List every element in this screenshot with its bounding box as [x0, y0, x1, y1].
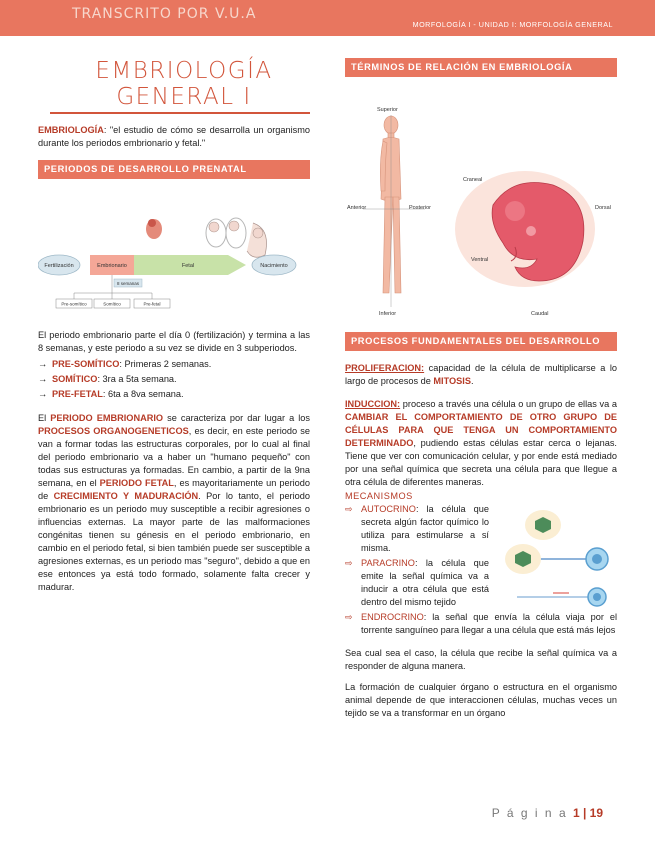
terms-svg — [345, 79, 617, 317]
prenatal-timeline-figure — [38, 183, 310, 321]
page-header — [0, 0, 655, 36]
fertilizacion-label: Fertilización — [44, 262, 74, 269]
page-title: EMBRIOLOGÍA GENERAL I — [95, 58, 273, 110]
list-item: → PRE-SOMÍTICO: Primeras 2 semanas. — [38, 358, 212, 369]
human-body-illustration — [380, 116, 401, 293]
sub-prefetal: Pre-fetal — [143, 301, 161, 306]
page-footer — [492, 806, 603, 820]
nacimiento-label: Nacimiento — [260, 262, 288, 269]
label-caudal: Caudal — [531, 311, 549, 317]
intro-text: : "el estudio de cómo se desarrolla un organismo durante los periodos embrionario y fetal." — [38, 124, 310, 148]
header-transcriber: TRANSCRITO POR V.U.A — [72, 6, 257, 22]
signaling-diagram — [493, 503, 617, 613]
relation-terms-figure — [345, 79, 617, 317]
embryo-illustration — [146, 219, 162, 239]
induccion-para: INDUCCION: proceso a través una célula o un grupo de ellas va a CAMBIAR EL COMPORTAMIENTO DE OTRO GRUPO DE CÉLULAS PARA QUE TENGA UN COMPORTAMIENTO DETERMINADO, pudiendo estas células estar cerca o lejanas. Tiene que ver con comunicación celular, y por ende está mediado por una señal química que secreta una célula para que llegue a otra célula de diferentes maneras. — [345, 399, 617, 487]
label-superior: Superior — [377, 107, 398, 113]
header-course: MORFOLOGÍA I - UNIDAD I: MORFOLOGÍA GENERAL — [412, 20, 613, 29]
intro-term: EMBRIOLOGÍA — [38, 124, 104, 135]
proliferacion-para: PROLIFERACION: capacidad de la célula de multiplicarse a lo largo de procesos de MITOSIS. — [345, 363, 617, 386]
label-ventral: Ventral — [471, 257, 489, 263]
subperiodos-list — [38, 357, 310, 402]
left-column — [38, 58, 310, 594]
periodo-description: El PERIODO EMBRIONARIO se caracteriza por dar lugar a los PROCESOS ORGANOGENETICOS, es decir, en este periodo se van a formar todas las estructuras corporales, por lo cual al final del periodo embrionario va a haber un "humano pequeño" con todas sus estructuras ya formadas. En cambio, a partir de la 9na semana, en el PERIODO FETAL, es mayoritariamente un periodo de CRECIMIENTO Y MADURACIÓN. Por lo tanto, el periodo embrionario es un periodo muy susceptible a recibir agresiones o influencias externas. La mayor parte de las malformaciones congénitas tienen su génesis en el periodo embrionario, en cambio en el periodo fetal, si bien también puede ser susceptible a agresiones externas, es un periodo mas "seguro", debido a que en ese entonces ya está todo formado, solamente falta crecer y madurar. — [38, 412, 310, 592]
timeline-svg — [38, 183, 310, 321]
label-anterior: Anterior — [347, 205, 367, 211]
sub-presomitico: Pre-somítico — [61, 301, 87, 306]
list-item: → SOMÍTICO: 3ra a 5ta semana. — [38, 373, 177, 384]
closing-para-1: Sea cual sea el caso, la célula que recibe la señal química va a responder de alguna manera. — [345, 648, 617, 671]
footer-label: P á g i n a — [491, 806, 573, 820]
periodo-text: El periodo embrionario parte el día 0 (fertilización) y termina a las 8 semanas, y este periodo a su vez se divide en 3 subperiodos. — [38, 329, 310, 353]
page-number: 1 | 19 — [572, 806, 603, 820]
mecanismo-autocrino: ⇨ AUTOCRINO: la célula que secreta algún factor químico lo utiliza para estimularse a sí misma. — [345, 504, 489, 553]
title-underline — [50, 112, 310, 114]
label-dorsal: Dorsal — [595, 205, 611, 211]
fetus-illustrations — [206, 218, 267, 257]
section-periodos: PERIODOS DE DESARROLLO PRENATAL — [38, 160, 310, 179]
intro-definition — [38, 124, 310, 150]
semanas-label: 8 semanas — [116, 280, 140, 286]
list-item: → PRE-FETAL: 6ta a 8va semana. — [38, 388, 184, 399]
label-craneal: Craneal — [463, 177, 483, 183]
closing-para-2: La formación de cualquier órgano o estructura en el organismo animal depende de que interaccionen células, muchas veces un tejido se va a transformar en un órgano — [345, 682, 617, 718]
mecanismo-paracrino: ⇨ PARACRINO: la célula que emite la señal química va a inducir a otra célula que está dentro del mismo tejido — [345, 558, 489, 607]
section-terminos: TÉRMINOS DE RELACIÓN EN EMBRIOLOGÍA — [345, 58, 617, 77]
embrionario-label: Embrionario — [97, 262, 127, 269]
mecanismos-block — [345, 503, 617, 637]
embryo-orientation-illustration — [455, 171, 595, 287]
mecanismo-endocrino: ⇨ ENDROCRINO: la señal que envía la célula viaja por el torrente sanguíneo para llegar a una célula que está más lejos — [345, 612, 617, 635]
right-column — [345, 58, 617, 720]
section-procesos: PROCESOS FUNDAMENTALES DEL DESARROLLO — [345, 332, 617, 351]
sub-somitico: Somítico — [103, 301, 121, 306]
label-inferior: Inferior — [379, 311, 397, 317]
mecanismos-title: MECANISMOS — [345, 491, 413, 501]
fetal-label: Fetal — [181, 262, 195, 269]
label-posterior: Posterior — [409, 205, 432, 211]
